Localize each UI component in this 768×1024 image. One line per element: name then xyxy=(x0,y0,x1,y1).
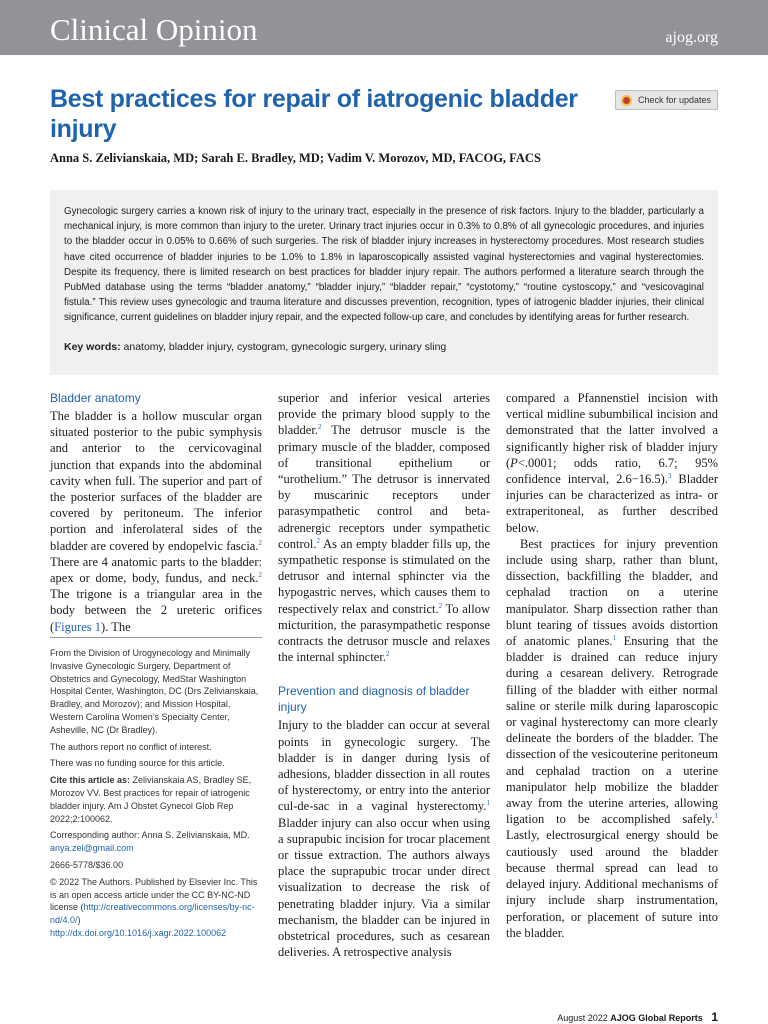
ref-link[interactable]: 2 xyxy=(438,601,443,610)
author-list: Anna S. Zelivianskaia, MD; Sarah E. Bradley, MD; Vadim V. Morozov, MD, FACOG, FACS xyxy=(50,151,541,165)
ref-link[interactable]: 3 xyxy=(667,471,672,480)
header-bar xyxy=(0,0,768,55)
journal-site-link[interactable]: ajog.org xyxy=(665,29,718,46)
footer-journal: AJOG Global Reports xyxy=(610,1013,703,1023)
funding-note: There was no funding source for this article. xyxy=(50,758,225,769)
issn-note: 2666-5778/$36.00 xyxy=(50,859,124,870)
conflict-note: The authors report no conflict of interest. xyxy=(50,741,212,752)
footer-date: August 2022 xyxy=(557,1013,608,1023)
license-link[interactable]: http://creativecommons.org/licenses/by-nc-nd/4.0/ xyxy=(50,902,255,926)
ref-link[interactable]: 2 xyxy=(316,536,321,545)
paragraph-incision-risk: compared a Pfannenstiel incision with vertical midline subumbilical incision and demonstrated that the latter involved a significantly higher risk of bladder injury (P<.0001; odds ratio, 6.7; 95% confidence interval, 2.6−16.5).$^3$ Bladder injuries can be characterized as intra- or extraperitoneal, as further described below. xyxy=(506,391,718,535)
check-for-updates-button[interactable] xyxy=(615,90,718,110)
column-3 xyxy=(506,390,718,941)
page-footer xyxy=(557,1010,718,1024)
ref-link[interactable]: 1 xyxy=(486,799,490,808)
abstract-text: Gynecologic surgery carries a known risk of injury to the urinary tract, especially in the presence of risk factors. Injury to the bladder, particularly a mechanical injury, is more common than injury to the ureter. Urinary tract injuries occur in 0.3% to 0.8% of all gynecologic procedures, and injuries to the bladder occur in 0.05% to 0.66% of such surgeries. The risk of bladder injury increases in hysterectomy procedures. Most research studies have cited occurrence of bladder injuries to be 1.0% to 1.8% in laparoscopically assisted vaginal hysterectomies and vaginal hysterectomies. Despite its frequency, there is limited research on best practices for bladder injury repair. The authors performed a literature search through the PubMed database using the terms “bladder anatomy,” “bladder injury,” “bladder repair,” “cystotomy,” “routine cystoscopy,” and “vesicovaginal fistula.” This review uses gynecologic and trauma literature and discusses prevention, recognition, types of iatrogenic bladder injuries, their clinical significance, current guidelines on bladder injury repair, and the expected follow-up care, and concludes by identifying areas for further research. xyxy=(64,206,704,324)
paragraph-anatomy: The bladder is a hollow muscular organ situated posterior to the pubic symphysis and anterior to the cervicovaginal junction that expands into the abdominal cavity when full. The superior and part of the posterior surfaces of the bladder are covered by peritoneum. The inferior portion and inferolateral sides of the bladder are covered by endopelvic fascia.$^2$ There are 4 anatomic parts to the bladder: apex or dome, body, fundus, and neck.$^2$ The trigone is a triangular area in the body between the 2 ureteric orifices (Figures 1). The xyxy=(50,409,262,634)
check-for-updates-label: Check for updates xyxy=(638,95,712,105)
paragraph-blood-supply: superior and inferior vesical arteries provide the primary blood supply to the bladder.$^2$ The detrusor muscle is the primary muscle of the bladder, composed of transitional epithelium or “urothelium.” The detrusor is innervated by muscarinic receptors under parasympathetic control and beta-adrenergic receptors under sympathetic control.$^2$ As an empty bladder fills up, the sympathetic response is stimulated on the detrusor and internal sphincter via the hypogastric nerves, which causes them to respectively relax and constrict.$^2$ To allow micturition, the parasympathetic response contracts the detrusor muscle and relaxes the internal sphincter.$^2$ xyxy=(278,391,490,665)
keywords-label: Key words: xyxy=(64,341,121,353)
paragraph-best-practices: Best practices for injury prevention include using sharp, rather than blunt, dissection, backfilling the bladder, and cephalad traction on a uterine manipulator. Sharp dissection rather than blunt tearing of tissues avoids distortion of anatomic planes.$^1$ Ensuring that the bladder is drained can reduce injury during a cesarean delivery. Retrograde filling of the bladder with either normal saline or sterile milk during laparoscopic or vaginal hysterectomy can more clearly delineate the borders of the bladder. The dissection of the vesicouterine peritoneum and cephalad traction on a uterine manipulator help mobilize the bladder away from the uterine arteries, allowing ligation to be accomplished safely.$^1$ Lastly, electrosurgical energy should be cautiously used around the bladder because thermal spread can lead to delayed injury. Additional mechanisms of injury include sharp instrumentation, perforation, or placement of suture into the bladder. xyxy=(506,536,718,940)
heading-prevention: Prevention and diagnosis of bladder injury xyxy=(278,684,470,715)
column-1 xyxy=(50,390,262,635)
page-number: 1 xyxy=(711,1010,718,1024)
license-note: © 2022 The Authors. Published by Elsevier Inc. This is an open access article under the CC BY-NC-ND license (http://creativecommons.org/licenses/by-nc-nd/4.0/) http://dx.doi.org/10.1016/j.xagr.2022.100062 xyxy=(50,876,258,938)
keywords-list: anatomy, bladder injury, cystogram, gynecologic surgery, urinary sling xyxy=(123,341,447,353)
ref-link[interactable]: 2 xyxy=(385,650,390,659)
ref-link[interactable]: 1 xyxy=(612,633,617,642)
email-link[interactable]: anya.zel@gmail.com xyxy=(50,843,134,854)
footnote-divider xyxy=(50,637,262,638)
paragraph-injury-sites: Injury to the bladder can occur at several points in gynecologic surgery. The bladder is in danger during lysis of adhesions, bladder dissection in all routes of hysterectomy, or entry into the anterior cul-de-sac in a vaginal hysterectomy.$^1$ Bladder injury can also occur when using a suprapubic incision for trocar placement or tissue extraction. The authors always place the suprapubic trocar under direct visualization to decrease the risk of penetrating bladder injury. Via a similar mechanism, the bladder can be injured in obstetrical procedures, such as cesarean deliveries. A retrospective analysis xyxy=(278,718,490,960)
keywords xyxy=(64,341,446,353)
heading-bladder-anatomy: Bladder anatomy xyxy=(50,391,141,405)
ref-link[interactable]: 2 xyxy=(317,423,322,432)
column-2 xyxy=(278,390,490,961)
article-title: Best practices for repair of iatrogenic bladder injury xyxy=(50,85,578,143)
abstract-box xyxy=(50,190,718,375)
section-title: Clinical Opinion xyxy=(50,12,258,47)
doi-link[interactable]: http://dx.doi.org/10.1016/j.xagr.2022.100062 xyxy=(50,927,227,938)
ref-link[interactable]: 1 xyxy=(714,812,718,821)
affiliation-note: From the Division of Urogynecology and Minimally Invasive Gynecologic Surgery, Department of Obstetrics and Gynecology, MedStar Washington Hospital Center, Washington, DC (Drs Zelivianskaia, Bradley, and Morozov); and Mission Hospital, Western Carolina Women’s Specialty Center, Asheville, NC (Dr Bradley). xyxy=(50,648,259,735)
ref-link[interactable]: 2 xyxy=(258,538,262,547)
ref-link[interactable]: 2 xyxy=(258,570,262,579)
crossmark-icon xyxy=(621,95,632,106)
corresponding-note: Corresponding author: Anna S. Zelivianskaia, MD. anya.zel@gmail.com xyxy=(50,830,250,854)
footnotes xyxy=(50,647,264,944)
citation-note: Cite this article as: Zelivianskaia AS, Bradley SE, Morozov VV. Best practices for repair of iatrogenic bladder injury. Am J Obstet Gynecol Glob Rep 2022;2:100062. xyxy=(50,775,252,824)
figure-link[interactable]: Figures 1 xyxy=(54,619,102,634)
